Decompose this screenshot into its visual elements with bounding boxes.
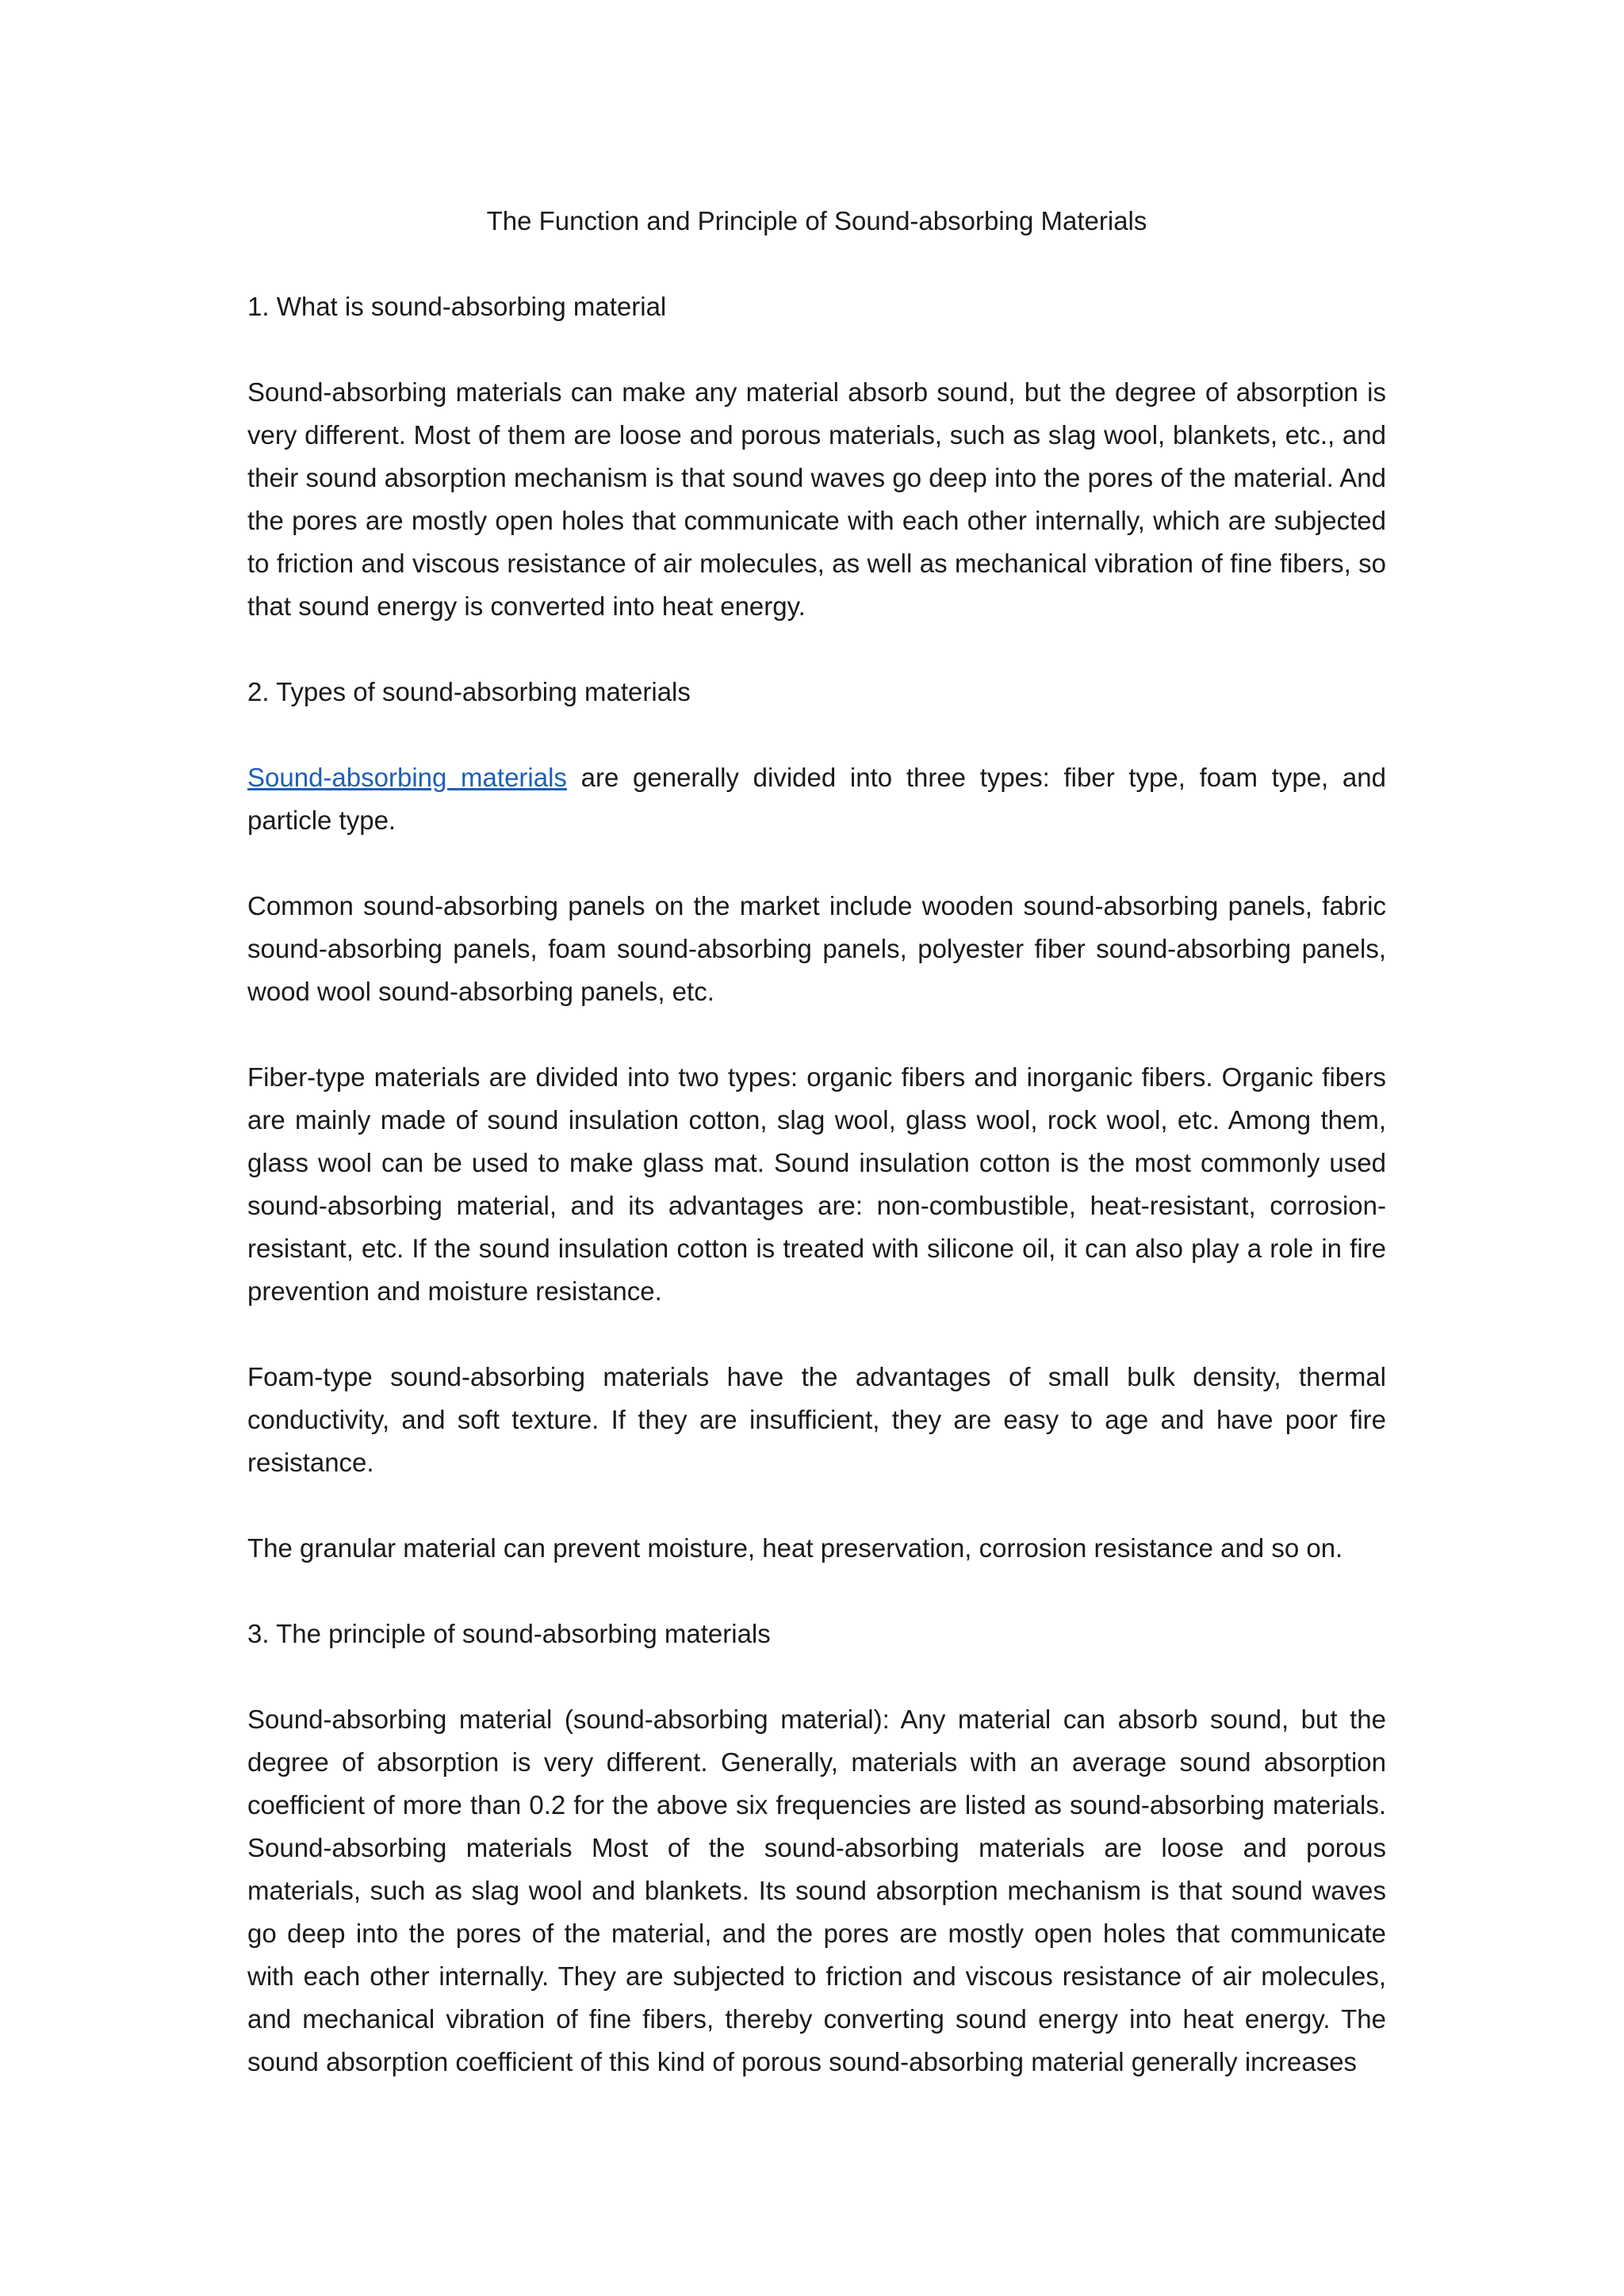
paragraph-types-intro-text: are generally divided into three types: fiber type, foam type, and particle type. (247, 763, 1386, 835)
paragraph-definition: Sound-absorbing materials can make any material absorb sound, but the degree of absorption is very different. Most of them are loose and porous materials, such as slag wool, blankets, etc., and their sound absorption mechanism is that sound waves go deep into the pores of the material. And the pores are mostly open holes that communicate with each other internally, which are subjected to friction and viscous resistance of air molecules, as well as mechanical vibration of fine fibers, so that sound energy is converted into heat energy. (247, 377, 1386, 621)
document-body (247, 200, 1386, 2084)
paragraph-types-intro (247, 756, 1386, 842)
section-heading-principle: 3. The principle of sound-absorbing materials (247, 1619, 771, 1648)
section-heading-what-is: 1. What is sound-absorbing material (247, 292, 667, 321)
document-title: The Function and Principle of Sound-absorbing Materials (486, 206, 1147, 235)
paragraph-principle: Sound-absorbing material (sound-absorbing material): Any material can absorb sound, but the degree of absorption is very different. Generally, materials with an average sound absorption coefficient of more than 0.2 for the above six frequencies are listed as sound-absorbing materials. Sound-absorbing materials Most of the sound-absorbing materials are loose and porous materials, such as slag wool and blankets. Its sound absorption mechanism is that sound waves go deep into the pores of the material, and the pores are mostly open holes that communicate with each other internally. They are subjected to friction and viscous resistance of air molecules, and mechanical vibration of fine fibers, thereby converting sound energy into heat energy. The sound absorption coefficient of this kind of porous sound-absorbing material generally increases (247, 1705, 1386, 2076)
section-heading-types: 2. Types of sound-absorbing materials (247, 677, 691, 706)
paragraph-foam-type: Foam-type sound-absorbing materials have the advantages of small bulk density, thermal conductivity, and soft texture. If they are insufficient, they are easy to age and have poor fire resistance. (247, 1362, 1386, 1477)
paragraph-common-panels: Common sound-absorbing panels on the market include wooden sound-absorbing panels, fabric sound-absorbing panels, foam sound-absorbing panels, polyester fiber sound-absorbing panels, wood wool sound-absorbing panels, etc. (247, 891, 1386, 1006)
paragraph-granular: The granular material can prevent moisture, heat preservation, corrosion resistance and so on. (247, 1533, 1343, 1563)
sound-absorbing-materials-link[interactable]: Sound-absorbing materials (247, 763, 567, 792)
paragraph-fiber-type: Fiber-type materials are divided into two types: organic fibers and inorganic fibers. Organic fibers are mainly made of sound insulation cotton, slag wool, glass wool, rock wool, etc. Among them, glass wool can be used to make glass mat. Sound insulation cotton is the most commonly used sound-absorbing material, and its advantages are: non-combustible, heat-resistant, corrosion-resistant, etc. If the sound insulation cotton is treated with silicone oil, it can also play a role in fire prevention and moisture resistance. (247, 1062, 1386, 1306)
